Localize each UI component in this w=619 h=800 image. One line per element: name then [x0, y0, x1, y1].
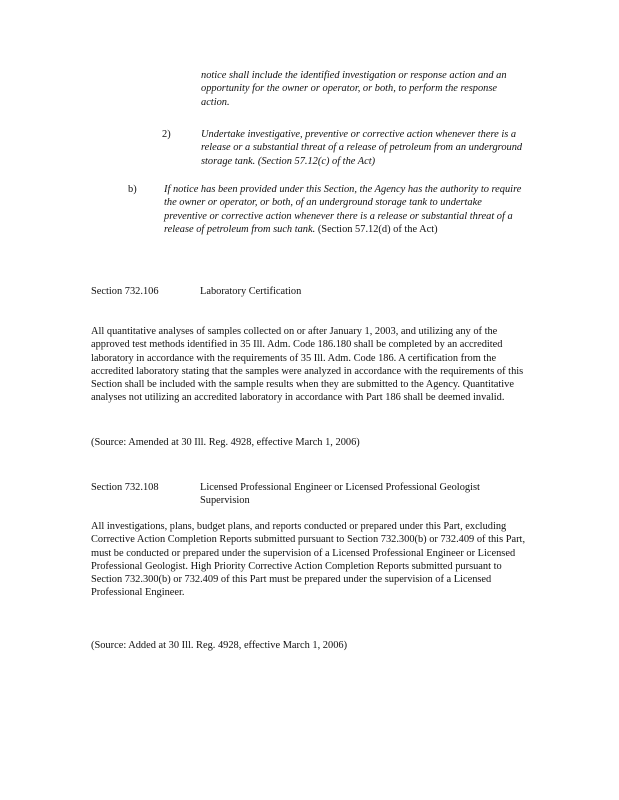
section-106-title: Laboratory Certification [200, 286, 302, 297]
section-108-body: All investigations, plans, budget plans, and reports conducted or prepared under this Part, excluding Corrective Action Completion Reports submitted pursuant to Section 732.300(b) or 732.409 of this Part, must be conducted or prepared under the supervision of a Licensed Professional Engineer or Licensed Professional Geologist. High Priority Corrective Action Completion Reports submitted pursuant to Section 732.300(b) or 732.409 of this Part must be prepared under the supervision of a Licensed Professional Engineer. [91, 521, 526, 599]
section-106-body: All quantitative analyses of samples collected on or after January 1, 2003, and utilizing any of the approved test methods identified in 35 Ill. Adm. Code 186.180 shall be completed by an accredited laboratory in accordance with the requirements of 35 Ill. Adm. Code 186. A certification from the accredited laboratory stating that the samples were analyzed in accordance with the requirements of this Section shall be included with the sample results when they are submitted to the Agency. Quantitative analyses not utilizing an accredited laboratory in accordance with Part 186 shall be deemed invalid. [91, 326, 524, 404]
item-2-marker: 2) [162, 129, 171, 140]
section-106-number: Section 732.106 [91, 286, 159, 297]
section-108-number: Section 732.108 [91, 482, 159, 493]
item-2-text: Undertake investigative, preventive or corrective action whenever there is a release or a substantial threat of a release of petroleum from an underground storage tank. (Section 57.12(c) of the Act) [201, 129, 523, 167]
item-b-block [164, 183, 524, 236]
continuation-paragraph: notice shall include the identified investigation or response action and an opportunity for the owner or operator, or both, to perform the response action. [201, 70, 507, 108]
section-108-title: Licensed Professional Engineer or Licensed Professional Geologist Supervision [200, 482, 480, 507]
item-b-text: If notice has been provided under this Section, the Agency has the authority to require the owner or operator, or both, of an underground storage tank to undertake preventive or corrective action whenever there is a release or substantial threat of a release of petroleum from such tank. [164, 184, 522, 235]
section-106-source: (Source: Amended at 30 Ill. Reg. 4928, effective March 1, 2006) [91, 437, 360, 448]
item-b-citation: (Section 57.12(d) of the Act) [317, 223, 438, 235]
item-b-marker: b) [128, 184, 137, 195]
section-108-source: (Source: Added at 30 Ill. Reg. 4928, effective March 1, 2006) [91, 640, 348, 651]
